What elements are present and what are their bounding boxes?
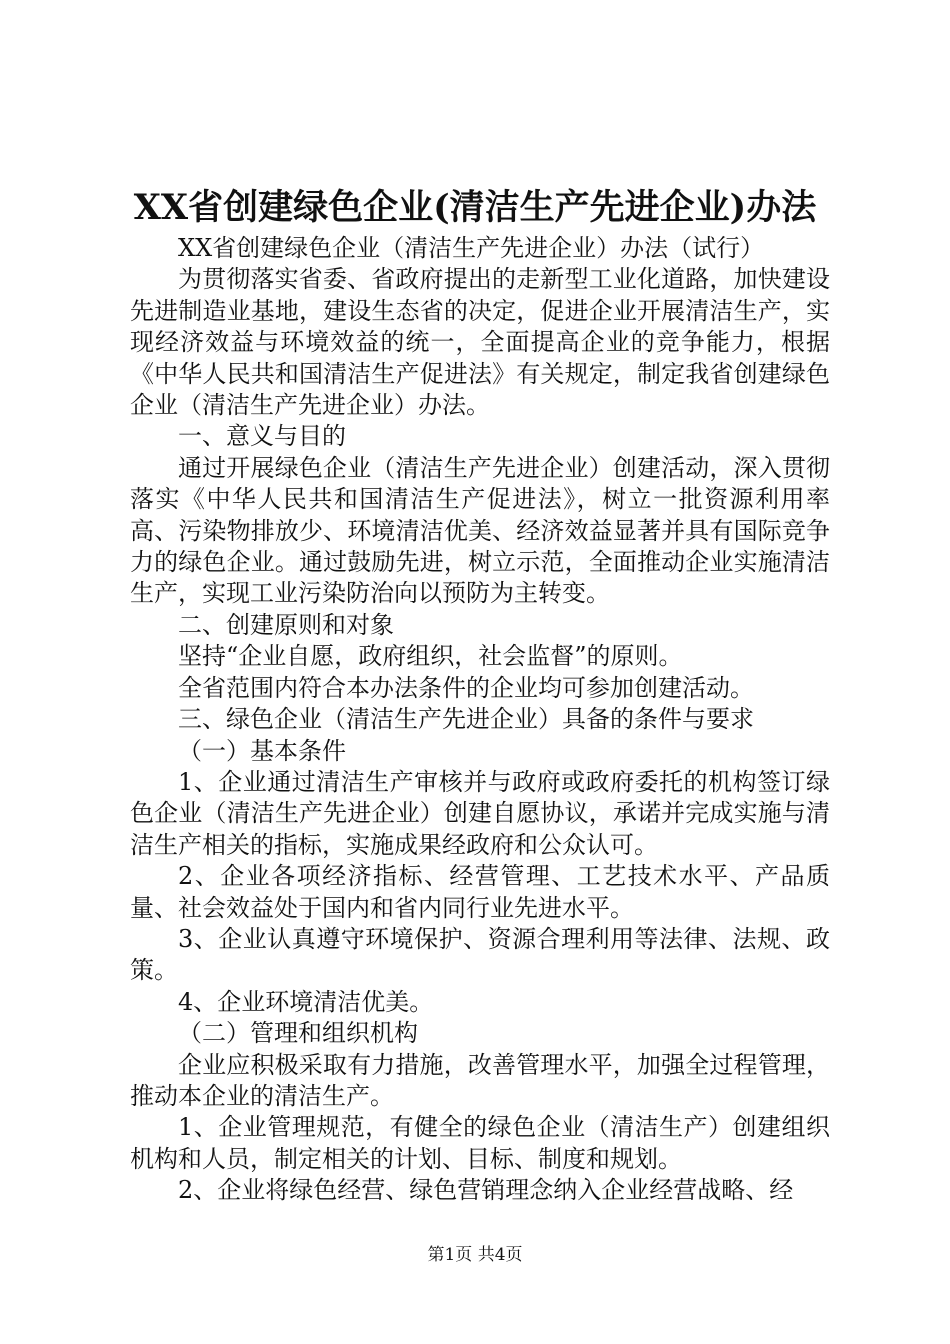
paragraph: 4、企业环境清洁优美。	[178, 987, 434, 1016]
paragraph: XX省创建绿色企业（清洁生产先进企业）办法（试行）	[178, 234, 765, 262]
section-heading: 一、意义与目的	[178, 422, 346, 451]
paragraph: 3、企业认真遵守环境保护、资源合理利用等法律、法规、政策。	[130, 924, 830, 985]
subsection-heading: （一）基本条件	[178, 736, 346, 765]
paragraph: 1、企业管理规范，有健全的绿色企业（清洁生产）创建组织机构和人员，制定相关的计划、目标、制度和规划。	[130, 1113, 830, 1173]
page-title: XX省创建绿色企业(清洁生产先进企业)办法	[133, 187, 817, 228]
paragraph: 为贯彻落实省委、省政府提出的走新型工业化道路，加快建设先进制造业基地，建设生态省的决定，促进企业开展清洁生产，实现经济效益与环境效益的统一，全面提高企业的竞争能力，根据《中华人民共和国清洁生产促进法》有关规定，制定我省创建绿色企业（清洁生产先进企业）办法。	[130, 265, 830, 420]
paragraph: 2、企业将绿色经营、绿色营销理念纳入企业经营战略、经	[178, 1176, 794, 1205]
document-body	[130, 233, 830, 1207]
section-heading: 二、创建原则和对象	[178, 610, 394, 639]
paragraph: 企业应积极采取有力措施，改善管理水平，加强全过程管理，推动本企业的清洁生产。	[130, 1050, 830, 1110]
paragraph: 1、企业通过清洁生产审核并与政府或政府委托的机构签订绿色企业（清洁生产先进企业）创建自愿协议，承诺并完成实施与清洁生产相关的指标，实施成果经政府和公众认可。	[130, 767, 830, 859]
page-footer: 第1页 共4页	[427, 1245, 523, 1265]
section-heading: 三、绿色企业（清洁生产先进企业）具备的条件与要求	[178, 705, 754, 734]
paragraph: 通过开展绿色企业（清洁生产先进企业）创建活动，深入贯彻落实《中华人民共和国清洁生产促进法》，树立一批资源利用率高、污染物排放少、环境清洁优美、经济效益显著并具有国际竞争力的绿色企业。通过鼓励先进，树立示范，全面推动企业实施清洁生产，实现工业污染防治向以预防为主转变。	[130, 453, 830, 608]
paragraph: 坚持“企业自愿，政府组织，社会监督”的原则。	[178, 642, 683, 671]
paragraph: 2、企业各项经济指标、经营管理、工艺技术水平、产品质量、社会效益处于国内和省内同行业先进水平。	[130, 862, 830, 922]
paragraph: 全省范围内符合本办法条件的企业均可参加创建活动。	[178, 673, 754, 702]
subsection-heading: （二）管理和组织机构	[178, 1019, 418, 1048]
